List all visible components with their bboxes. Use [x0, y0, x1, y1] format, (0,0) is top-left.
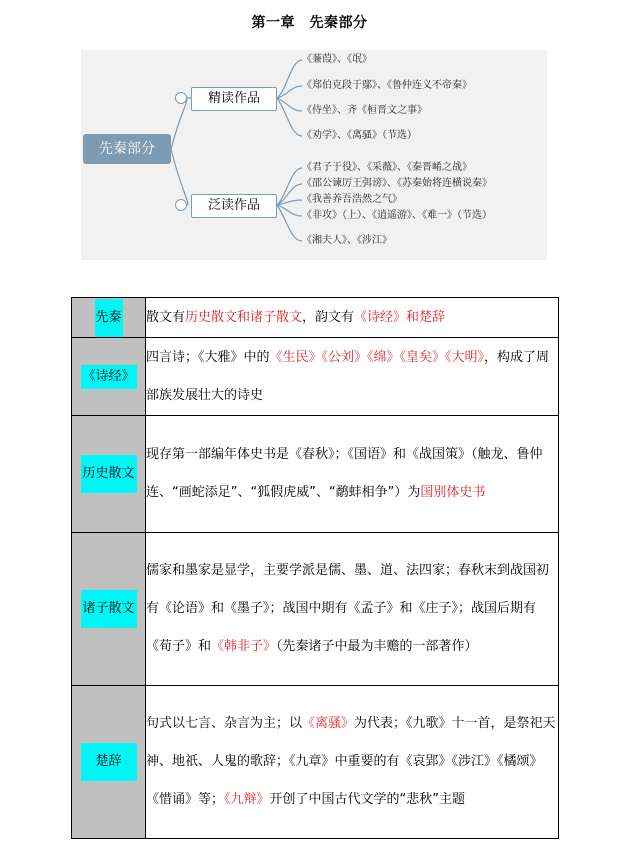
term-label: 先秦: [95, 299, 123, 337]
leaf-item: 《侍坐》、齐《桓晋文之事》: [302, 105, 427, 116]
leaf-item: 《郑伯克段于鄢》、《鲁仲连义不帝秦》: [302, 80, 472, 91]
chapter-title: 第一章 先秦部分: [251, 15, 368, 31]
desc-cell: [146, 416, 559, 533]
connector-jingdu-1: [277, 60, 302, 98]
connector-root-fandu: [171, 149, 188, 205]
term-cell: [72, 298, 146, 338]
leaf-item: 《君子于役》、《采薇》、《秦晋崤之战》: [302, 162, 472, 173]
connector-fandu-5: [277, 205, 302, 241]
highlight-text: 《诗经》和楚辞: [354, 309, 446, 325]
highlight-text: 历史散文和诸子散文: [185, 309, 303, 325]
table-row: [72, 298, 559, 338]
leaf-item: 《非攻》（上）、《逍遥游》、《难一》（节选）: [302, 210, 492, 221]
highlight-text: 国别体史书: [420, 485, 486, 500]
desc-text: 为代表；《九歌》十一首，是祭祀天神、地祇、人鬼的歌辞；《九章》中重要的有《哀郢》《涉江》《橘颂》《惜诵》等；: [146, 716, 556, 807]
collapse-toggle-icon[interactable]: [175, 199, 187, 211]
leaf-item: 《蒹葭》、《氓》: [302, 54, 372, 65]
collapse-toggle-icon[interactable]: [175, 92, 187, 104]
term-label: 《诗经》: [81, 365, 137, 389]
connector-root-jingdu: [171, 98, 187, 149]
highlight-text: 《韩非子》: [211, 639, 277, 654]
desc-text: ，构成了周部族发展壮大的诗史: [146, 349, 550, 403]
mind-map: [81, 50, 547, 260]
branch-jingdu: 精读作品: [191, 87, 277, 111]
table-row: [72, 686, 559, 839]
desc-text: 开创了中国古代文学的“悲秋”主题: [269, 792, 466, 807]
term-label: 楚辞: [81, 743, 137, 781]
connector-jingdu-2: [277, 86, 302, 98]
desc-cell: [146, 533, 559, 686]
table-row: [72, 533, 559, 686]
term-label: 诸子散文: [81, 590, 137, 628]
leaf-item: 《劝学》、《离骚》（节选）: [302, 130, 417, 141]
term-cell: [72, 533, 146, 686]
highlight-text: 《离骚》: [302, 716, 355, 731]
leaf-item: 《我善养吾浩然之气》: [302, 194, 402, 205]
desc-text: 儒家和墨家是显学，主要学派是儒、墨、道、法四家；春秋末到战国初有《论语》和《墨子》；战国中期有《孟子》和《庄子》；战国后期有《荀子》和: [146, 563, 550, 654]
desc-text: 散文有: [146, 309, 186, 325]
term-cell: [72, 416, 146, 533]
mind-map-root: 先秦部分: [83, 134, 171, 164]
desc-cell: [146, 298, 559, 338]
highlight-text: 《九辩》: [224, 792, 270, 807]
desc-cell: [146, 338, 559, 416]
table-row: [72, 338, 559, 416]
table-row: [72, 416, 559, 533]
desc-cell: [146, 686, 559, 839]
highlight-text: 《生民》《公刘》《绵》《皇矣》《大明》: [269, 349, 485, 365]
branch-fandu: 泛读作品: [191, 194, 277, 218]
term-cell: [72, 686, 146, 839]
connector-fandu-1: [277, 168, 302, 205]
leaf-item: 《邵公谏厉王弭谤》、《苏秦始将连横说秦》: [302, 178, 492, 189]
connector-jingdu-4: [277, 98, 302, 136]
term-cell: [72, 338, 146, 416]
desc-text: 句式以七言、杂言为主；以: [146, 716, 303, 731]
desc-text: （先秦诸子中最为丰赡的一部著作）: [276, 639, 478, 654]
desc-text: 现存第一部编年体史书是《春秋》；《国语》和《战国策》（触龙、鲁仲连、“画蛇添足”、“狐假虎威”、“鹬蚌相争”）为: [146, 447, 543, 500]
summary-table: [71, 297, 559, 839]
desc-text: 四言诗；《大雅》中的: [146, 349, 270, 365]
desc-text: ，韵文有: [302, 309, 355, 325]
term-label: 历史散文: [81, 455, 137, 493]
leaf-item: 《湘夫人》、《涉江》: [302, 235, 392, 246]
